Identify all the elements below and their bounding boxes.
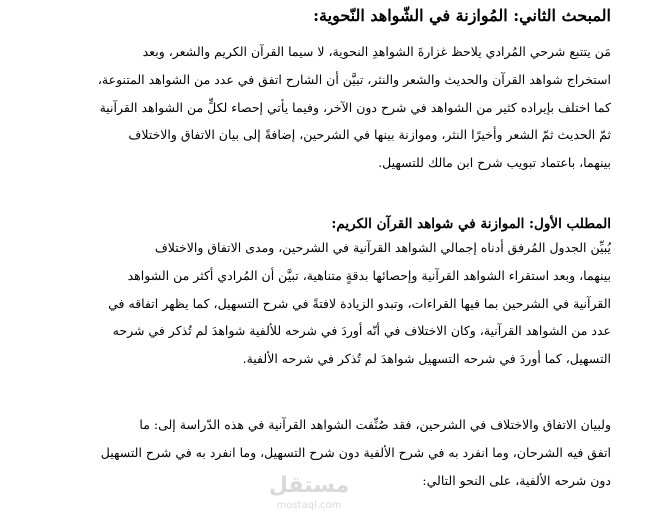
paragraph-line: يُبيِّن الجدول المُرفق أدناه إجمالي الشواهد القرآنية في الشرحين، ومدى الاتفاق والاختلاف <box>154 240 611 255</box>
watermark-domain: mostaql.com <box>276 500 342 511</box>
paragraph-line: ولبيان الاتفاق والاختلاف في الشرحين، فقد صُنِّفت الشواهد القرآنية في هذه الدّراسة إلى: ما <box>139 417 611 432</box>
paragraph-intro <box>40 38 611 177</box>
paragraph-table-intro <box>40 234 611 373</box>
paragraph-line: كما اختلف بإيراده كثير من الشواهد في شرح دون الآخر، وفيما يأتي إحصاء لكلٍّ من الشواهد القرآنية <box>99 99 611 115</box>
paragraph-line: التسهيل، كما أوردَ في شرحه التسهيل شواهدَ لم تُذكر في شرحه الألفية. <box>242 351 611 367</box>
paragraph-line: ثمّ الحديث ثمّ الشعر وأخيرًا النثر، وموازنة بينها في الشرحين، إضافةً إلى بيان الاتفاق والاختلاف <box>128 127 611 143</box>
paragraph-line: بينهما، وبعد استقراء الشواهد القرآنية وإحصائها بدقةٍ متناهية، تبيَّن أن المُرادي أكثر من الشواهد <box>127 267 611 283</box>
mostaql-watermark <box>266 472 352 518</box>
subsection-heading: المطلب الأول: الموازنة في شواهد القرآن الكريم: <box>331 216 611 232</box>
paragraph-line: مَن يتتبع شرحي المُرادي يلاحظ غزارةَ الشواهدِ النحوية، لا سيما القرآن الكريم والشعر، وبعد <box>142 44 611 59</box>
paragraph-line: بينهما، باعتماد تبويب شرح ابن مالك للتسهيل. <box>378 155 611 171</box>
paragraph-line: القرآنية في الشرحين بما فيها القراءات، وتبدو الزيادة لافتةً في شرح التسهيل، كما يظهر اتفاقه في <box>108 295 611 311</box>
watermark-brand: مستقل <box>268 473 350 498</box>
section-heading: المبحث الثاني: المُوازنة في الشّواهد النّحوية: <box>313 6 611 25</box>
paragraph-line: دون شرحه الألفية، على النحو التالي: <box>422 472 611 488</box>
paragraph-line: استخراج شواهد القرآن والحديث والشعر والنثر، تبيَّن أن الشارح اتفق في عدد من الشواهد المتنوعة، <box>97 71 611 87</box>
paragraph-line: عدد من الشواهد القرآنية، وكان الاختلاف في أنّه أوردَ في شرحه للألفية شواهدَ لم تُذكر في شرحه <box>112 323 611 339</box>
paragraph-line: اتفق فيه الشرحان، وما انفرد به في شرح الألفية دون شرح التسهيل، وما انفرد به في شرح التسهيل <box>100 444 611 460</box>
